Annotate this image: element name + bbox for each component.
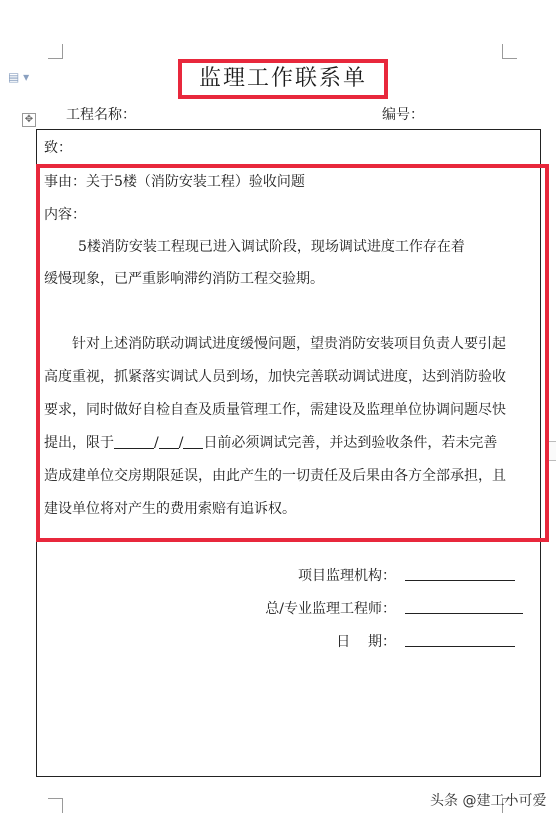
paragraph-line: 要求，同时做好自检自查及质量管理工作，需建设及监理单位协调问题尽快 bbox=[44, 402, 506, 418]
deadline-month-blank[interactable] bbox=[159, 434, 179, 449]
date-label: 日 期： bbox=[336, 634, 396, 650]
paragraph-line: 造成建单位交房期限延误，由此产生的一切责任及后果由各方全部承担，且 bbox=[44, 468, 506, 484]
content-highlight-box bbox=[36, 164, 549, 542]
chief-engineer-field[interactable] bbox=[405, 613, 523, 614]
paragraph-line: 高度重视，抓紧落实调试人员到场，加快完善联动调试进度，达到消防验收 bbox=[44, 369, 506, 385]
paragraph-line: 缓慢现象，已严重影响滞约消防工程交验期。 bbox=[44, 271, 324, 287]
deadline-line bbox=[44, 432, 497, 452]
supervision-org-field[interactable] bbox=[405, 580, 515, 581]
chief-engineer-label: 总/专业监理工程师： bbox=[265, 601, 396, 617]
subject-line: 事由：关于5楼（消防安装工程）验收问题 bbox=[44, 174, 305, 190]
table-move-handle-icon[interactable]: ✥ bbox=[22, 113, 36, 127]
to-label: 致： bbox=[44, 140, 72, 156]
paragraph-line: 建设单位将对产生的费用索赔有追诉权。 bbox=[44, 501, 296, 517]
source-watermark: 头条 @建工小可爱 bbox=[430, 793, 547, 809]
page-corner-mark bbox=[48, 44, 63, 59]
paragraph-line: 针对上述消防联动调试进度缓慢问题，望贵消防安装项目负责人要引起 bbox=[72, 336, 506, 352]
document-icon[interactable]: ▤ ▾ bbox=[8, 70, 30, 84]
deadline-day-blank[interactable] bbox=[183, 434, 203, 449]
number-label: 编号： bbox=[382, 107, 424, 123]
deadline-year-blank[interactable] bbox=[114, 434, 154, 449]
date-separator: / bbox=[178, 435, 184, 451]
supervision-org-label: 项目监理机构： bbox=[298, 568, 396, 584]
date-separator: / bbox=[154, 435, 159, 451]
document-title: 监理工作联系单 bbox=[198, 66, 367, 91]
deadline-prefix: 提出，限于 bbox=[44, 435, 114, 451]
deadline-suffix: 日前必须调试完善，并达到验收条件，若未完善 bbox=[203, 435, 498, 451]
paragraph-line: 5楼消防安装工程现已进入调试阶段，现场调试进度工作存在着 bbox=[78, 239, 465, 255]
date-field[interactable] bbox=[405, 646, 515, 647]
project-name-label: 工程名称： bbox=[66, 107, 136, 123]
page-corner-mark bbox=[502, 44, 517, 59]
page-corner-mark bbox=[48, 798, 63, 813]
content-label: 内容： bbox=[44, 207, 86, 223]
